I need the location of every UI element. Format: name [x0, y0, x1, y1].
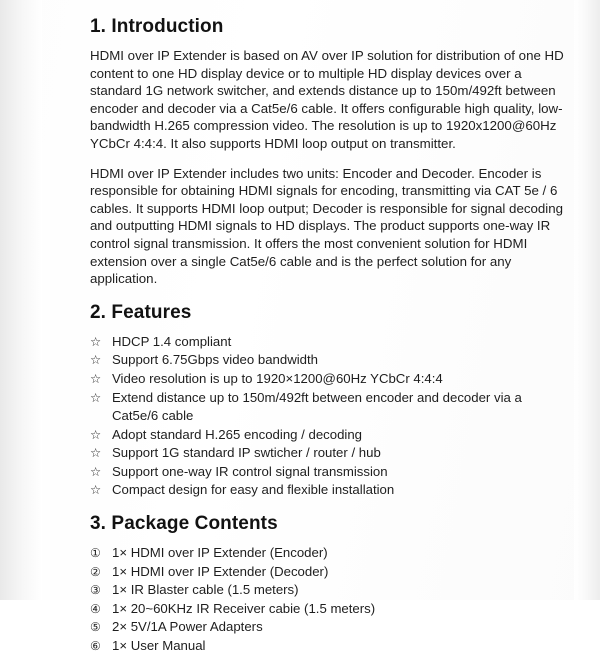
feature-text: Support 1G standard IP swticher / router / hub	[112, 445, 381, 461]
section-package-contents	[90, 513, 566, 656]
section-features	[90, 302, 566, 500]
list-item	[90, 544, 566, 563]
star-icon: ☆	[90, 427, 102, 442]
list-item	[90, 463, 566, 482]
feature-text: Support one-way IR control signal transmission	[112, 463, 388, 479]
introduction-paragraph-1: HDMI over IP Extender is based on AV over IP solution for distribution of one HD content to one HD display device or to multiple HD display devices over a standard 1G network switcher, and extends distance up to 150m/492ft between encoder and decoder via a Cat5e/6 cable. It offers configurable high quality, low-bandwidth H.265 compression video. The resolution is up to 1920x1200@60Hz YCbCr 4:4:4. It also supports HDMI loop output on transmitter.	[90, 48, 564, 151]
list-item	[90, 563, 566, 582]
feature-text: Compact design for easy and flexible installation	[112, 482, 395, 498]
section-introduction	[90, 16, 566, 288]
circled-number-icon: ⑤	[90, 620, 101, 635]
circled-number-icon: ③	[90, 583, 101, 598]
package-item-text: 2× 5V/1A Power Adapters	[112, 619, 263, 635]
star-icon: ☆	[90, 464, 102, 479]
list-item	[90, 600, 566, 619]
feature-text: Adopt standard H.265 encoding / decoding	[112, 426, 363, 442]
package-item-text: 1× HDMI over IP Extender (Decoder)	[112, 563, 329, 579]
feature-text: Extend distance up to 150m/492ft between encoder and decoder via a Cat5e/6 cable	[112, 389, 522, 424]
star-icon: ☆	[90, 390, 102, 405]
feature-text: Video resolution is up to 1920×1200@60Hz YCbCr 4:4:4	[112, 370, 443, 386]
circled-number-icon: ⑥	[90, 639, 101, 654]
section-heading-introduction: 1. Introduction	[90, 16, 224, 37]
circled-number-icon: ①	[90, 546, 101, 561]
star-icon: ☆	[90, 334, 102, 349]
list-item	[90, 581, 566, 600]
list-item	[90, 351, 566, 370]
list-item	[90, 389, 566, 426]
list-item	[90, 618, 566, 637]
circled-number-icon: ②	[90, 564, 101, 579]
list-item	[90, 444, 566, 463]
features-list	[90, 333, 566, 500]
list-item	[90, 637, 566, 656]
introduction-paragraph-2: HDMI over IP Extender includes two units: Encoder and Decoder. Encoder is responsible for obtaining HDMI signals for encoding, transmitting via CAT 5e / 6 cables. It supports HDMI loop output; Decoder is responsible for signal decoding and outputting HDMI signals to HD displays. The product supports one-way IR control signal transmission. It offers the most convenient solution for HDMI extension over a single Cat5e/6 cable and is the perfect solution for any application.	[90, 165, 564, 287]
feature-text: Support 6.75Gbps video bandwidth	[112, 352, 319, 368]
feature-text: HDCP 1.4 compliant	[112, 333, 232, 349]
package-item-text: 1× HDMI over IP Extender (Encoder)	[112, 545, 328, 561]
section-heading-features: 2. Features	[90, 301, 192, 323]
star-icon: ☆	[90, 353, 102, 368]
circled-number-icon: ④	[90, 601, 101, 616]
section-heading-package-contents: 3. Package Contents	[90, 513, 278, 535]
star-icon: ☆	[90, 371, 102, 386]
star-icon: ☆	[90, 483, 102, 498]
list-item	[90, 426, 566, 445]
list-item	[90, 333, 566, 352]
package-item-text: 1× 20~60KHz IR Receiver cabie (1.5 meters)	[112, 600, 376, 616]
list-item	[90, 481, 566, 500]
package-item-text: 1× IR Blaster cable (1.5 meters)	[112, 582, 299, 598]
list-item	[90, 370, 566, 389]
package-item-text: 1× User Manual	[112, 638, 206, 654]
star-icon: ☆	[90, 446, 102, 461]
